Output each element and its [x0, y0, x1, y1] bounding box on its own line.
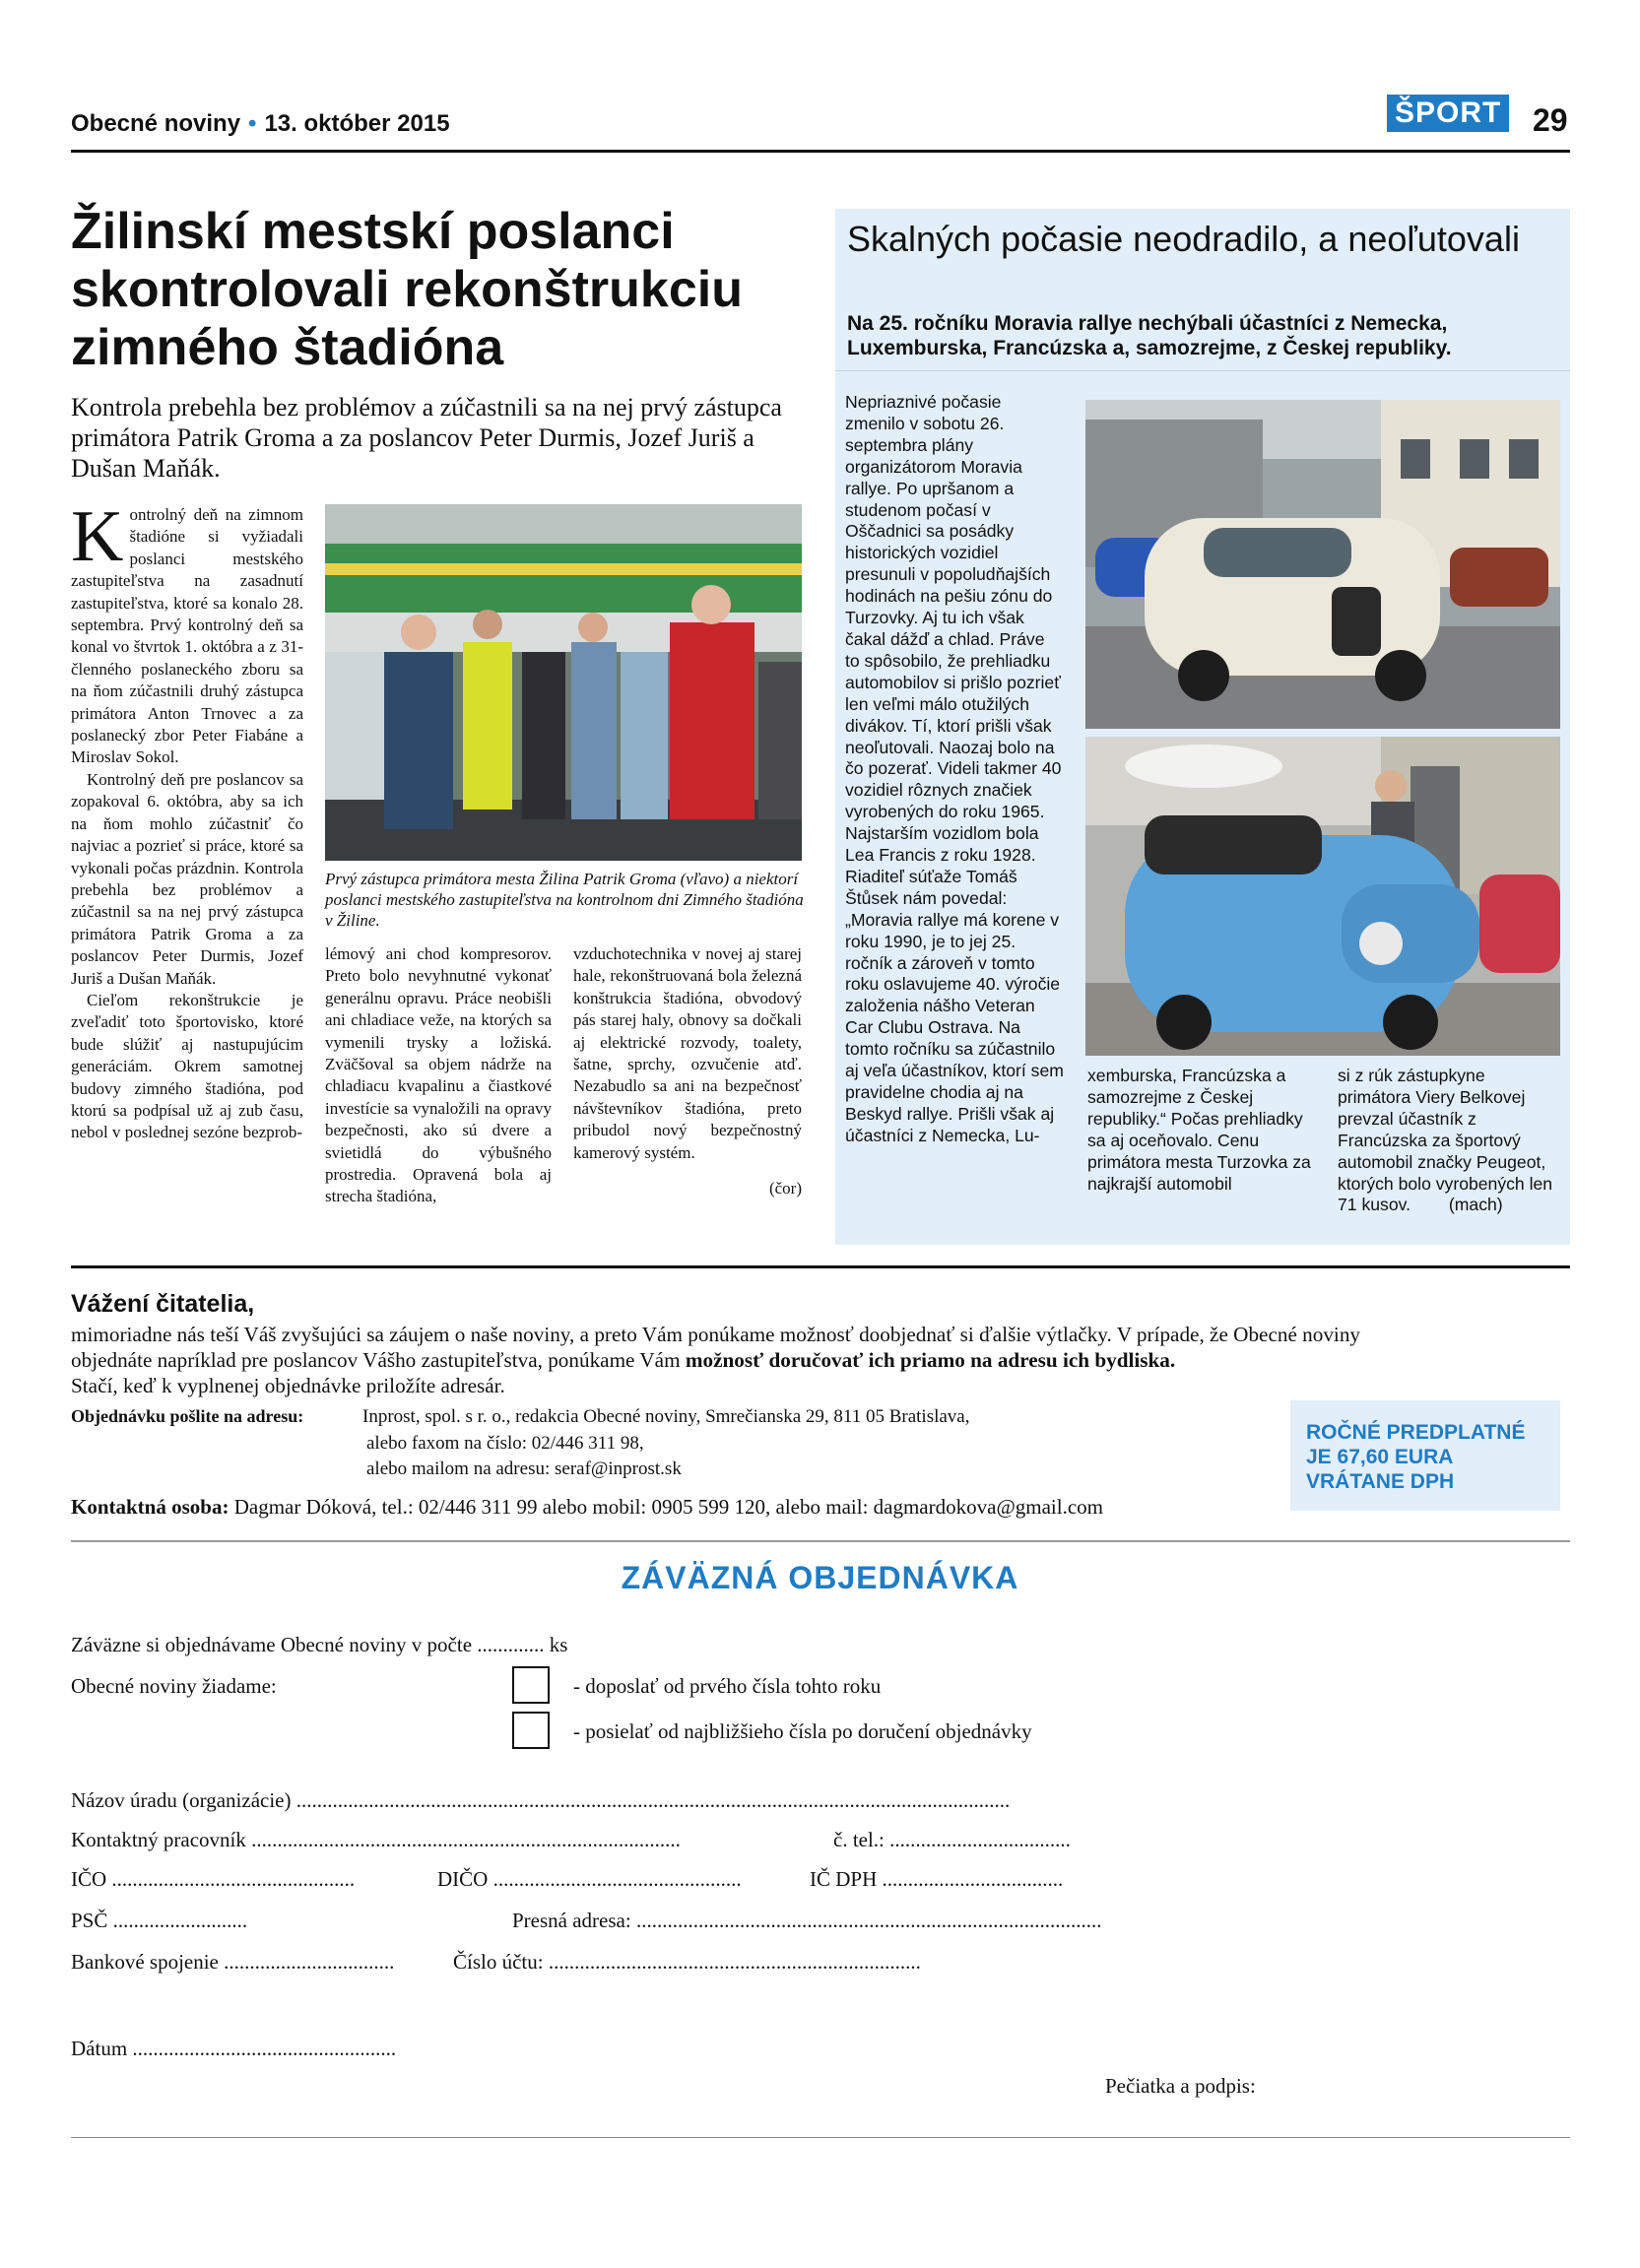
readers-greeting: Vážení čitatelia,: [71, 1290, 255, 1318]
option-from-next-issue-label: - posielať od najbližšieho čísla po doručení objednávky: [573, 1719, 1032, 1743]
vintage-cars-photo-art: [1085, 400, 1560, 729]
right-col3-text: si z rúk zástupkyne primátora Viery Belkovej prevzal účastník z Francúzska za športový automobil značky Peugeot, ktorých bolo vyrobených len 71 kusov.: [1338, 1066, 1553, 1215]
account-number-field[interactable]: Číslo účtu: ........................................................................: [453, 1950, 921, 1974]
ice-stadium-photo-caption: Prvý zástupca primátora mesta Žilina Patrik Groma (vľavo) a niektorí poslanci mestského zastupiteľstva na kontrolnom dni Zimného štadióna v Žiline.: [325, 870, 804, 930]
col3-text: vzduchotechnika v novej aj starej hale, rekonštruovaná bola železná konštrukcia štadióna, obvodový pás starej haly, obnovy sa dočkali aj elektrické rozvody, toalety, šatne, sprchy, ozvučenie atď. Nezabudlo sa ani na bezpečnosť návštevníkov štadióna, preto pribudol nový bezpečnostný kamerový systém.: [573, 944, 802, 1162]
send-fax-line: alebo faxom na číslo: 02/446 311 98,: [366, 1432, 644, 1454]
order-preference-label: Obecné noviny žiadame:: [71, 1674, 277, 1698]
promo-line-3: VRÁTANE DPH: [1306, 1470, 1455, 1493]
intro-text-1: mimoriadne nás teší Váš zvyšujúci sa záujem o naše noviny, a preto Vám ponúkame možnosť doobjednať si ďalšie výtlačky. V prípade, že Obecné noviny objednáte napríklad pre poslancov Vášho zastupiteľstva, ponúkame Vám: [71, 1323, 1361, 1372]
left-article-column-1: [71, 496, 303, 1144]
intro-text-2: Stačí, keď k vyplnenej objednávke priložíte adresár.: [71, 1374, 505, 1397]
right-article-title: Skalných počasie neodradilo, a neoľutovali: [847, 219, 1520, 259]
order-form-title: ZÁVÄZNÁ OBJEDNÁVKA: [621, 1560, 1019, 1595]
option-from-next-issue-checkbox[interactable]: [512, 1712, 550, 1749]
bottom-rule: [71, 2137, 1570, 2138]
contact-worker-field[interactable]: Kontaktný pracovník ...................................................................................: [71, 1828, 681, 1851]
col1-paragraph-3: Cieľom rekonštrukcie je zveľadiť toto športovisko, ktoré bude slúžiť aj nastupujúcim generáciám. Okrem samotnej budovy zimného štadióna, pod ktorú sa podpísal už aj zub času, nebol v poslednej sezóne bezprob-: [71, 990, 303, 1142]
phone-field[interactable]: č. tel.: ...................................: [833, 1828, 1071, 1851]
ice-stadium-photo-art: [325, 504, 802, 861]
dic-field[interactable]: DIČO ................................................: [437, 1867, 742, 1891]
postal-code-field[interactable]: PSČ ..........................: [71, 1909, 248, 1932]
intro-text-bold: možnosť doručovať ich priamo na adresu ich bydliska.: [685, 1348, 1176, 1372]
issue-date: 13. október 2015: [264, 110, 450, 137]
order-count-field[interactable]: Záväzne si objednávame Obecné noviny v počte ............. ks: [71, 1633, 568, 1656]
left-article-column-2: lémový ani chod kompresorov. Preto bolo nevyhnutné vykonať generálnu opravu. Práce neobišli ani chladiace veže, na ktorých sa vymenili trysky a ložiská. Zväčšoval sa objem nádrže na chladiacu kvapalinu a čiastkové investície sa vynaložili na opravy bezpečnosti, ako sú dvere a svietidlá do výbušného prostredia. Opravená bola aj strecha štadióna,: [325, 944, 552, 1206]
option-from-first-issue-checkbox[interactable]: [512, 1666, 550, 1704]
paper-name: Obecné noviny: [71, 110, 241, 137]
left-article-author: (čor): [768, 1179, 802, 1199]
date-field[interactable]: Dátum ...................................................: [71, 2037, 397, 2060]
promo-line-2: JE 67,60 EURA: [1306, 1446, 1454, 1468]
contact-label: Kontaktná osoba:: [71, 1495, 230, 1519]
header-rule: [71, 150, 1570, 153]
page-number: 29: [1533, 102, 1568, 138]
address-field[interactable]: Presná adresa: ..........................................................................................: [512, 1909, 1102, 1932]
annual-subscription-text: [1306, 1420, 1525, 1494]
right-article-column-3: [1338, 1066, 1560, 1216]
vintage-cars-photo: [1085, 400, 1560, 729]
send-mail-line: alebo mailom na adresu: seraf@inprost.sk: [366, 1458, 682, 1479]
masthead: [71, 110, 450, 138]
right-article-author: (mach): [1448, 1195, 1503, 1215]
promo-line-1: ROČNÉ PREDPLATNÉ: [1306, 1421, 1526, 1444]
stamp-signature-label: Pečiatka a podpis:: [1105, 2074, 1256, 2098]
contact-person: [71, 1495, 1103, 1520]
ico-field[interactable]: IČO ...............................................: [71, 1867, 356, 1891]
send-address-label: Objednávku pošlite na adresu:: [71, 1406, 304, 1426]
contact-value: Dagmar Dóková, tel.: 02/446 311 99 alebo mobil: 0905 599 120, alebo mail: dagmardokova@gmail.com: [229, 1495, 1104, 1519]
ic-dph-field[interactable]: IČ DPH ...................................: [810, 1867, 1064, 1891]
organization-field[interactable]: Názov úradu (organizácie) ..........................................................................................................................................: [71, 1788, 1011, 1812]
section-rule: [71, 1265, 1570, 1268]
blue-roadster-photo-art: [1085, 737, 1560, 1056]
left-article-column-3: [573, 943, 802, 1199]
right-article-divider: [835, 370, 1570, 371]
dropcap: K: [71, 496, 124, 577]
left-article-title: Žilinskí mestskí poslanci skontrolovali rekonštrukciu zimného štadióna: [71, 203, 743, 376]
blue-roadster-photo: [1085, 737, 1560, 1056]
section-badge: ŠPORT: [1387, 95, 1509, 132]
right-article-subtitle: Na 25. ročníku Moravia rallye nechýbali účastníci z Nemecka, Luxemburska, Francúzska a, samozrejme, z Českej republiky.: [847, 312, 1452, 359]
right-article-column-2: xemburska, Francúzska a samozrejme z Českej republiky.“ Počas prehliadky sa aj oceňovalo. Cenu primátora mesta Turzovka za najkrajší automobil: [1087, 1066, 1311, 1194]
subscription-intro: [71, 1322, 1440, 1398]
col1-paragraph-2: Kontrolný deň pre poslancov sa zopakoval 6. októbra, aby sa ich na ňom mohlo zúčastniť čo najviac a pozrieť si práce, ktoré sa vykonali počas prázdnin. Kontrola prebehla bez problémov a zúčastnil sa na nej prvý zástupca primátora Patrik Groma a za poslancov Peter Durmis, Jozef Juriš a Dušan Maňák.: [71, 769, 303, 988]
bank-field[interactable]: Bankové spojenie .................................: [71, 1950, 395, 1974]
separator-dot: •: [248, 110, 257, 137]
send-address-lines: [362, 1404, 969, 1483]
option-from-first-issue-label: - doposlať od prvého čísla tohto roku: [573, 1674, 882, 1698]
form-rule: [71, 1540, 1570, 1542]
ice-stadium-photo: [325, 504, 802, 861]
left-article-lead: Kontrola prebehla bez problémov a zúčastnili sa na nej prvý zástupca primátora Patrik Groma a za poslancov Peter Durmis, Jozef Juriš a Dušan Maňák.: [71, 393, 782, 483]
send-address-line: Inprost, spol. s r. o., redakcia Obecné noviny, Smrečianska 29, 811 05 Bratislava,: [362, 1406, 970, 1427]
right-article-column-1: Nepriaznivé počasie zmenilo v sobotu 26. septembra plány organizátorom Moravia rallye. Po upršanom a studenom počasí v Oščadnici sa posádky historických vozidiel presunuli v popoludňajších hodinách na pešiu zónu do Turzovky. Aj tu ich však čakal dážď a chlad. Práve to spôsobilo, že prehliadku automobilov si prišlo pozrieť len veľmi málo otužilých divákov. Tí, ktorí prišli však neoľutovali. Naozaj bolo na čo pozerať. Videli takmer 40 vozidiel rôznych značiek vyrobených do roku 1965. Najstarším vozidlom bola Lea Francis z roku 1928. Riaditeľ súťaže Tomáš Štůsek nám povedal: „Moravia rallye má korene v roku 1990, je to jej 25. ročník a zároveň v tomto roku oslavujeme 40. výročie založenia nášho Veteran Car Clubu Ostrava. Na tomto ročníku sa zúčastnilo aj veľa účastníkov, ktorí sem pravidelne chodia aj na Beskyd rallye. Prišli však aj účastníci z Nemecka, Lu-: [845, 392, 1064, 1145]
col1-paragraph-1: ontrolný deň na zimnom štadióne si vyžiadali poslanci mestského zastupiteľstva na zasadnutí zastupiteľstva, ktoré sa konalo 28. septembra. Prvý kontrolný deň sa konal vo štvrtok 1. októbra a z 31-členného poslaneckého zboru sa na ňom zúčastnili druhý zástupca primátora Anton Trnovec a za poslanecký zbor Peter Fiabáne a Miroslav Sokol.: [71, 505, 303, 767]
